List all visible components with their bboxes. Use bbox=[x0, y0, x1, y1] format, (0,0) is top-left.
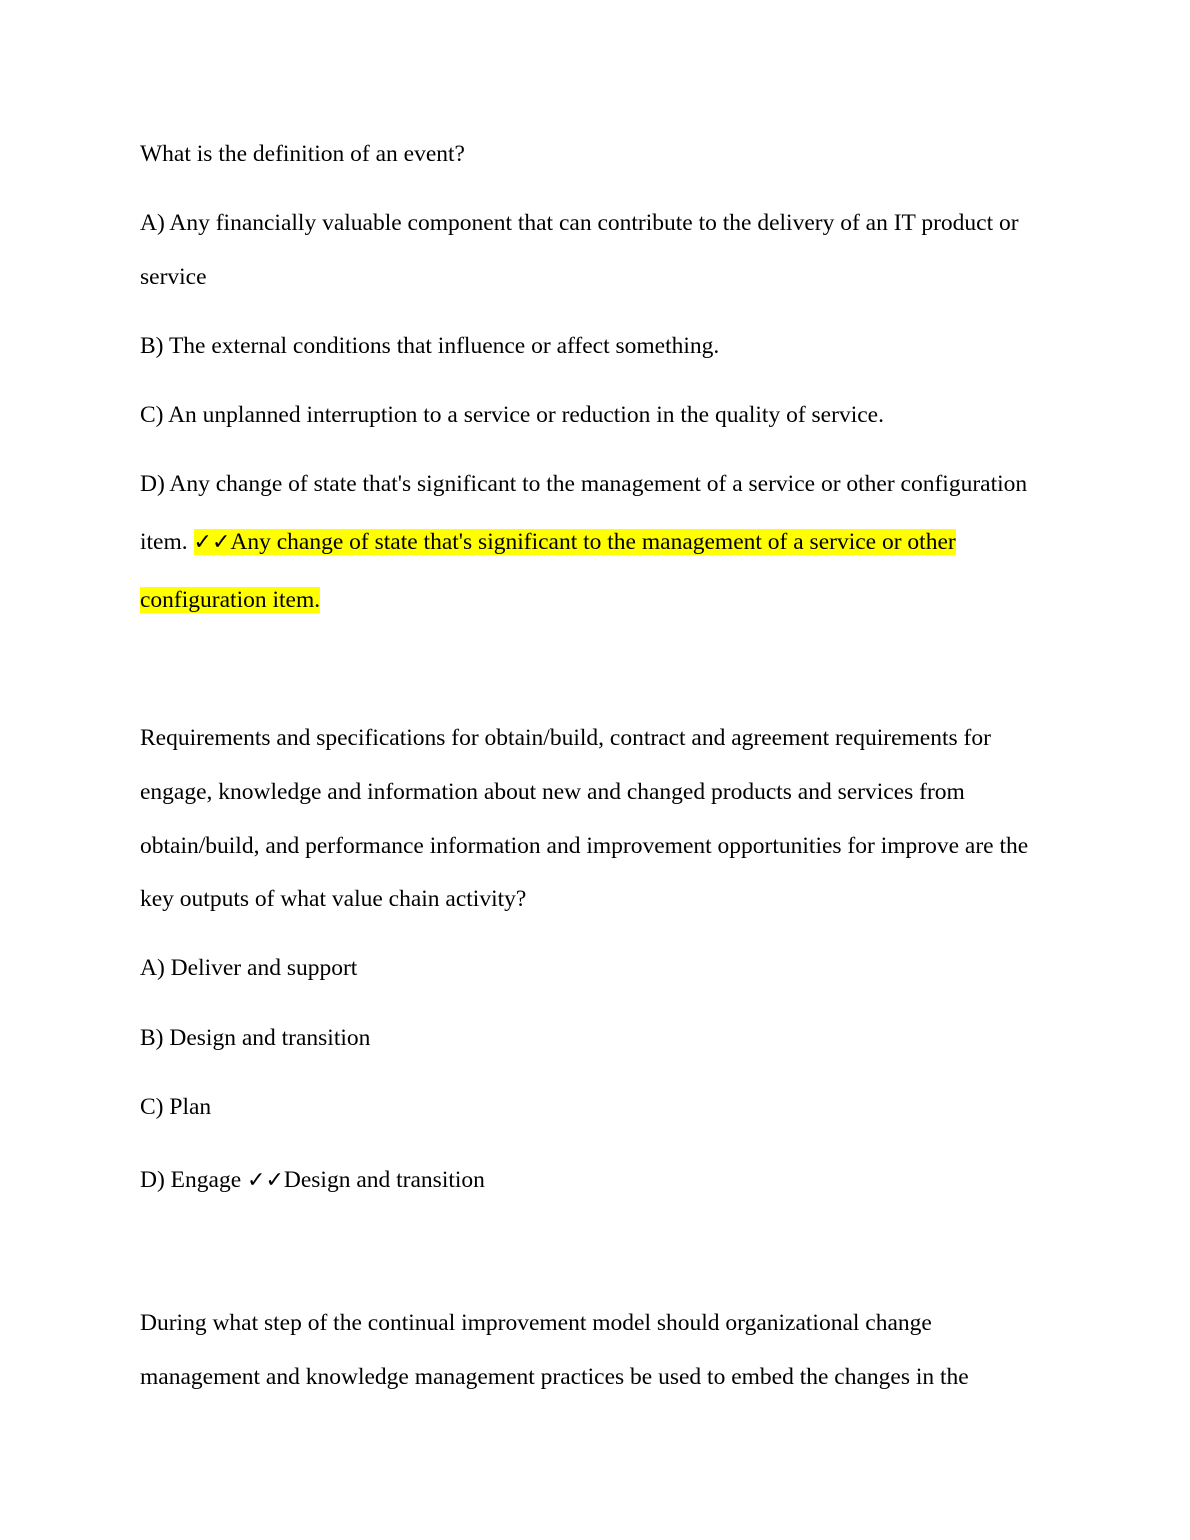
q1-option-d-line1: D) Any change of state that's significant to the management of a service or other configuration bbox=[140, 471, 1028, 497]
q2-option-d bbox=[140, 1165, 485, 1196]
q1-option-d-line2 bbox=[140, 527, 956, 558]
q2-option-d-text: D) Engage bbox=[140, 1167, 248, 1193]
q2-question-line3: obtain/build, and performance information and improvement opportunities for improve are the bbox=[140, 833, 1029, 859]
q2-question-line2: engage, knowledge and information about new and changed products and services from bbox=[140, 779, 965, 805]
q2-question-line4: key outputs of what value chain activity? bbox=[140, 886, 527, 912]
q2-answer: Design and transition bbox=[283, 1167, 485, 1193]
q2-option-b: B) Design and transition bbox=[140, 1025, 371, 1051]
q2-question-line1: Requirements and specifications for obtain/build, contract and agreement requirements for bbox=[140, 725, 991, 751]
q1-answer-line2 bbox=[140, 585, 320, 615]
q3-question-line1: During what step of the continual improvement model should organizational change bbox=[140, 1310, 932, 1336]
q2-option-a: A) Deliver and support bbox=[140, 955, 358, 981]
q2-option-c: C) Plan bbox=[140, 1094, 212, 1120]
q3-question-line2: management and knowledge management practices be used to embed the changes in the bbox=[140, 1364, 969, 1390]
q1-answer-text-line1: Any change of state that's significant to the management of a service or other bbox=[230, 529, 956, 555]
double-check-icon: ✓✓ bbox=[193, 530, 231, 555]
q1-option-a-line1: A) Any financially valuable component that can contribute to the delivery of an IT product or bbox=[140, 210, 1019, 236]
q1-option-c: C) An unplanned interruption to a service or reduction in the quality of service. bbox=[140, 402, 884, 428]
q1-answer-highlight-line1 bbox=[194, 529, 956, 555]
q1-option-a-line2: service bbox=[140, 264, 207, 290]
double-check-icon: ✓✓ bbox=[247, 1168, 284, 1193]
q1-question: What is the definition of an event? bbox=[140, 141, 465, 167]
q1-option-b: B) The external conditions that influence or affect something. bbox=[140, 333, 720, 359]
q1-answer-highlight-line2: configuration item. bbox=[140, 587, 321, 613]
q1-option-d-prefix: item. bbox=[140, 529, 194, 555]
